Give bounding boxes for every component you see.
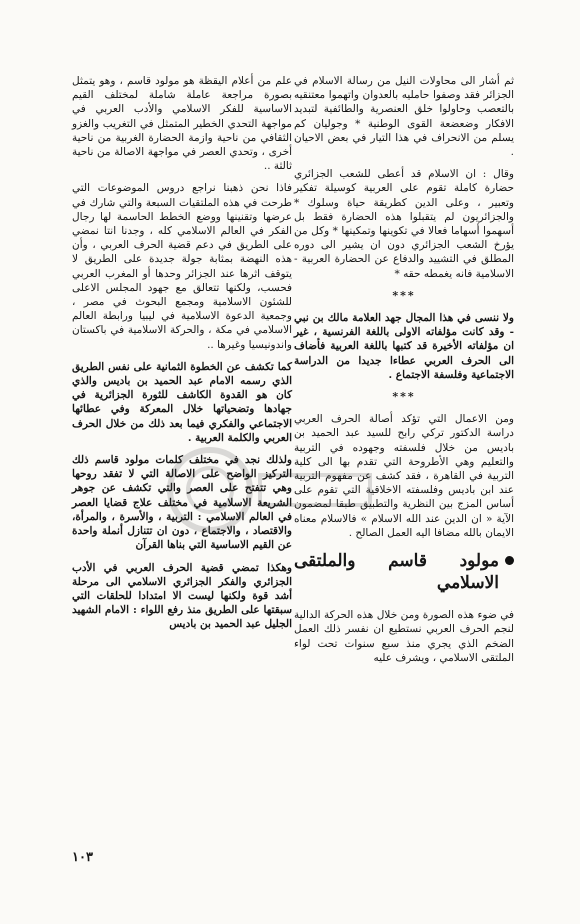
separator: *** (392, 288, 416, 302)
paragraph: في ضوء هذه الصورة ومن خلال هذه الحركة الدالية لنجم الحرف العربي نستطيع ان نفسر ذلك العمل الضخم الذي يجري منذ سبع سنوات تحت لواء الملتقى الاسلامي ، ويشرف عليه (294, 609, 514, 664)
paragraph: ثم أشار الى محاولات النيل من رسالة الاسلام في الجزائر فقد وصفوا حامليه بالعدوان واتهموا معتنقيه بالتعصب وحاولوا خلق العنصرية والطائفية لتبديد الافكار وضعضعة القوى الوطنية * وجوليان كم يسلم من الانحراف في هذا التيار في بعض الاحيان . (294, 75, 514, 159)
paragraph: وقال : ان الاسلام قد أعطى للشعب الجزائري حضارة كاملة تقوم على العربية كوسيلة تفكير وتعبير ، وعلى الدين كطريقة حياة وسلوك * والجزائريون لم يتقبلوا هذه الحضارة فقط بل أسهموا أسهاما فعالا في تكوينها وتمكينها * وكل من يؤرخ الشعب الجزائري دون ان يشير الى دوره المطلق في التشييد والدفاع عن الحضارة العربية - الاسلامية فانه يغمطه حقه * (294, 168, 514, 280)
paragraph: كما تكشف عن الخطوة الثمانية على نفس الطريق الذي رسمه الامام عبد الحميد بن باديس والذي كان هو القدوة الكاشف للثورة الجزائرية في جهادها وتضحياتها خلال المعركة وفي عطائها الاجتماعي والفكري فيما بعد ذلك من خلال الحرف العربي والكلمة العربية . (72, 360, 292, 444)
separator: *** (392, 390, 416, 404)
page-number: ١٠٣ (72, 850, 93, 865)
section-heading (294, 550, 514, 594)
paragraph: علم من أعلام اليقظة هو مولود قاسم ، وهو يتمثل بصورة مراجعة عاملة شاملة لمختلف القيم الاساسية للفكر الاسلامي والأدب العربي في مواجهة التحدي الخطير المتمثل في التغريب والغزو الثقافي من ناحية وازمة الحضارة الغربية من ناحية أخرى ، وتحدي العصر في مواجهة الاصالة من ناحية ثالثة .. (72, 75, 292, 173)
paragraph: ومن الاعمال التي تؤكد أصالة الحرف العربي دراسة الدكتور تركي رابح للسيد عبد الحميد بن باديس من خلال فلسفته وجهوده في التربية والتعليم وهي الأطروحة التي تقدم بها الى كلية التربية في القاهرة ، فقد كشف عن مفهوم التربية عند ابن باديس وفلسفته الاخلاقية التي تقوم على أساس المزج بين النظرية والتطبيق طبقا لمضمون الآية « ان الدين عند الله الاسلام » فالاسلام معناه الايمان بالله مضافا اليه العمل الصالح . (294, 413, 514, 539)
bullet-icon (505, 556, 514, 565)
right-column (294, 74, 514, 673)
paragraph: فاذا نحن ذهبنا نراجع دروس الموضوعات التي طرحت في هذه الملتقيات السبعة والتي شارك في عرضها وتقنينها ووضع الخطط الحاسمة لها رجال الفكر في العالم الاسلامي كله ، وجدنا انتا نمضي على الطريق في دعم قضية الحرف العربي ، وأن هذه النهضة بمثابة جولة جديدة على الطريق لا يتوقف اثرها عند الجزائر وحدها أو المغرب العربي فحسب، ولكنها تتعالق مع جهود المجلس الاعلى للشئون الاسلامية ومجمع البحوث في مصر ، وجمعية الدعوة الاسلامية في ليبيا ورابطة العالم الاسلامي في مكة ، والحركة الاسلامية في باكستان واندونيسيا وغيرها .. (72, 182, 292, 351)
paragraph: ولا ننسى في هذا المجال جهد العلامة مالك بن نبي - وقد كانت مؤلفاته الاولى باللغة الفرنسية ، غير ان مؤلفاته الأخيرة قد كتبها باللغة العربية فأضاف الى الحرف العربي عطاءا جديدا من الدراسة الاجتماعية وفلسفة الاجتماع . (294, 312, 514, 381)
left-column (72, 74, 292, 640)
paragraph: وهكذا تمضي قضية الحرف العربي في الأدب الجزائري والفكر الجزائري الاسلامي الى مرحلة أشد قوة ولكنها ليست الا امتدادا للحلقات التي سبقتها على الطريق منذ رفع اللواء : الامام الشهيد الجليل عبد الحميد بن باديس (72, 561, 292, 631)
paragraph: ولذلك نجد في مختلف كلمات مولود قاسم ذلك التركيز الواضح على الاصالة التي لا تفقد روحها وهي تتفتح على العصر والتي تكشف عن جوهر الشريعة الاسلامية في مختلف علاج قضايا العصر في العالم الاسلامي : التربية ، والأسرة ، والمرأة، والاقتصاد ، والاجتماع ، دون ان تتنازل أنملة واحدة عن القيم الاساسية التي بناها القرآن (72, 454, 292, 552)
section-heading-text: مولود قاسم والملتقى الاسلامي (294, 551, 499, 594)
